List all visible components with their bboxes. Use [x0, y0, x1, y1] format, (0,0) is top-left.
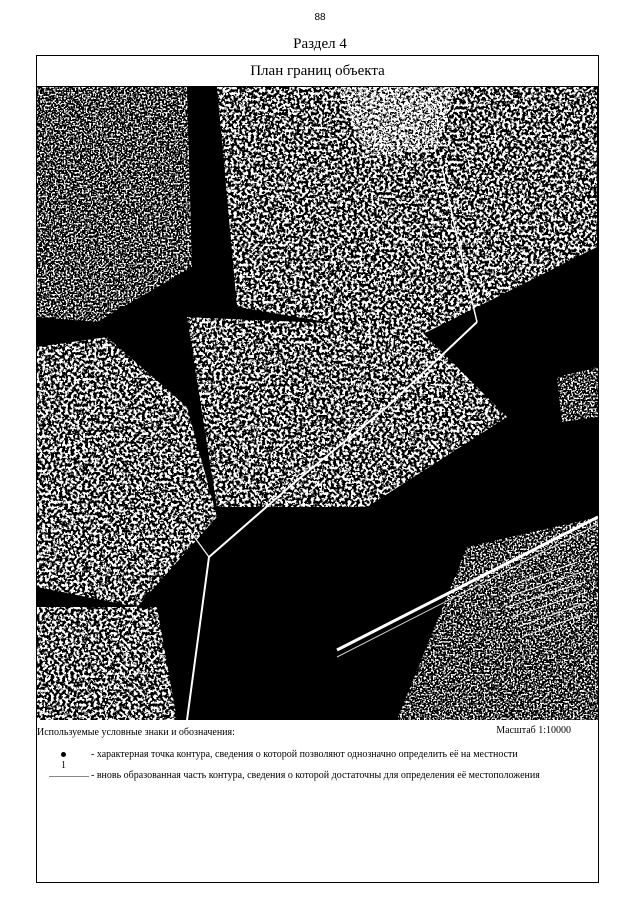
section-title: Раздел 4	[293, 36, 347, 52]
aerial-map	[37, 87, 598, 720]
point-marker-icon	[61, 749, 68, 771]
point-marker-label: 1	[61, 760, 66, 771]
legend-line-description: - вновь образованная часть контура, сведения о которой достаточны для определения её местоположения	[91, 770, 540, 781]
plan-title: План границ объекта	[37, 56, 598, 87]
line-icon	[49, 776, 89, 777]
map-scale: Масштаб 1:10000	[496, 725, 571, 736]
plan-frame	[36, 55, 599, 883]
page-number: 88	[314, 12, 326, 23]
legend-point-description: - характерная точка контура, сведения о которой позволяют однозначно определить её на местности	[91, 749, 518, 760]
legend-heading: Используемые условные знаки и обозначения:	[37, 727, 235, 738]
